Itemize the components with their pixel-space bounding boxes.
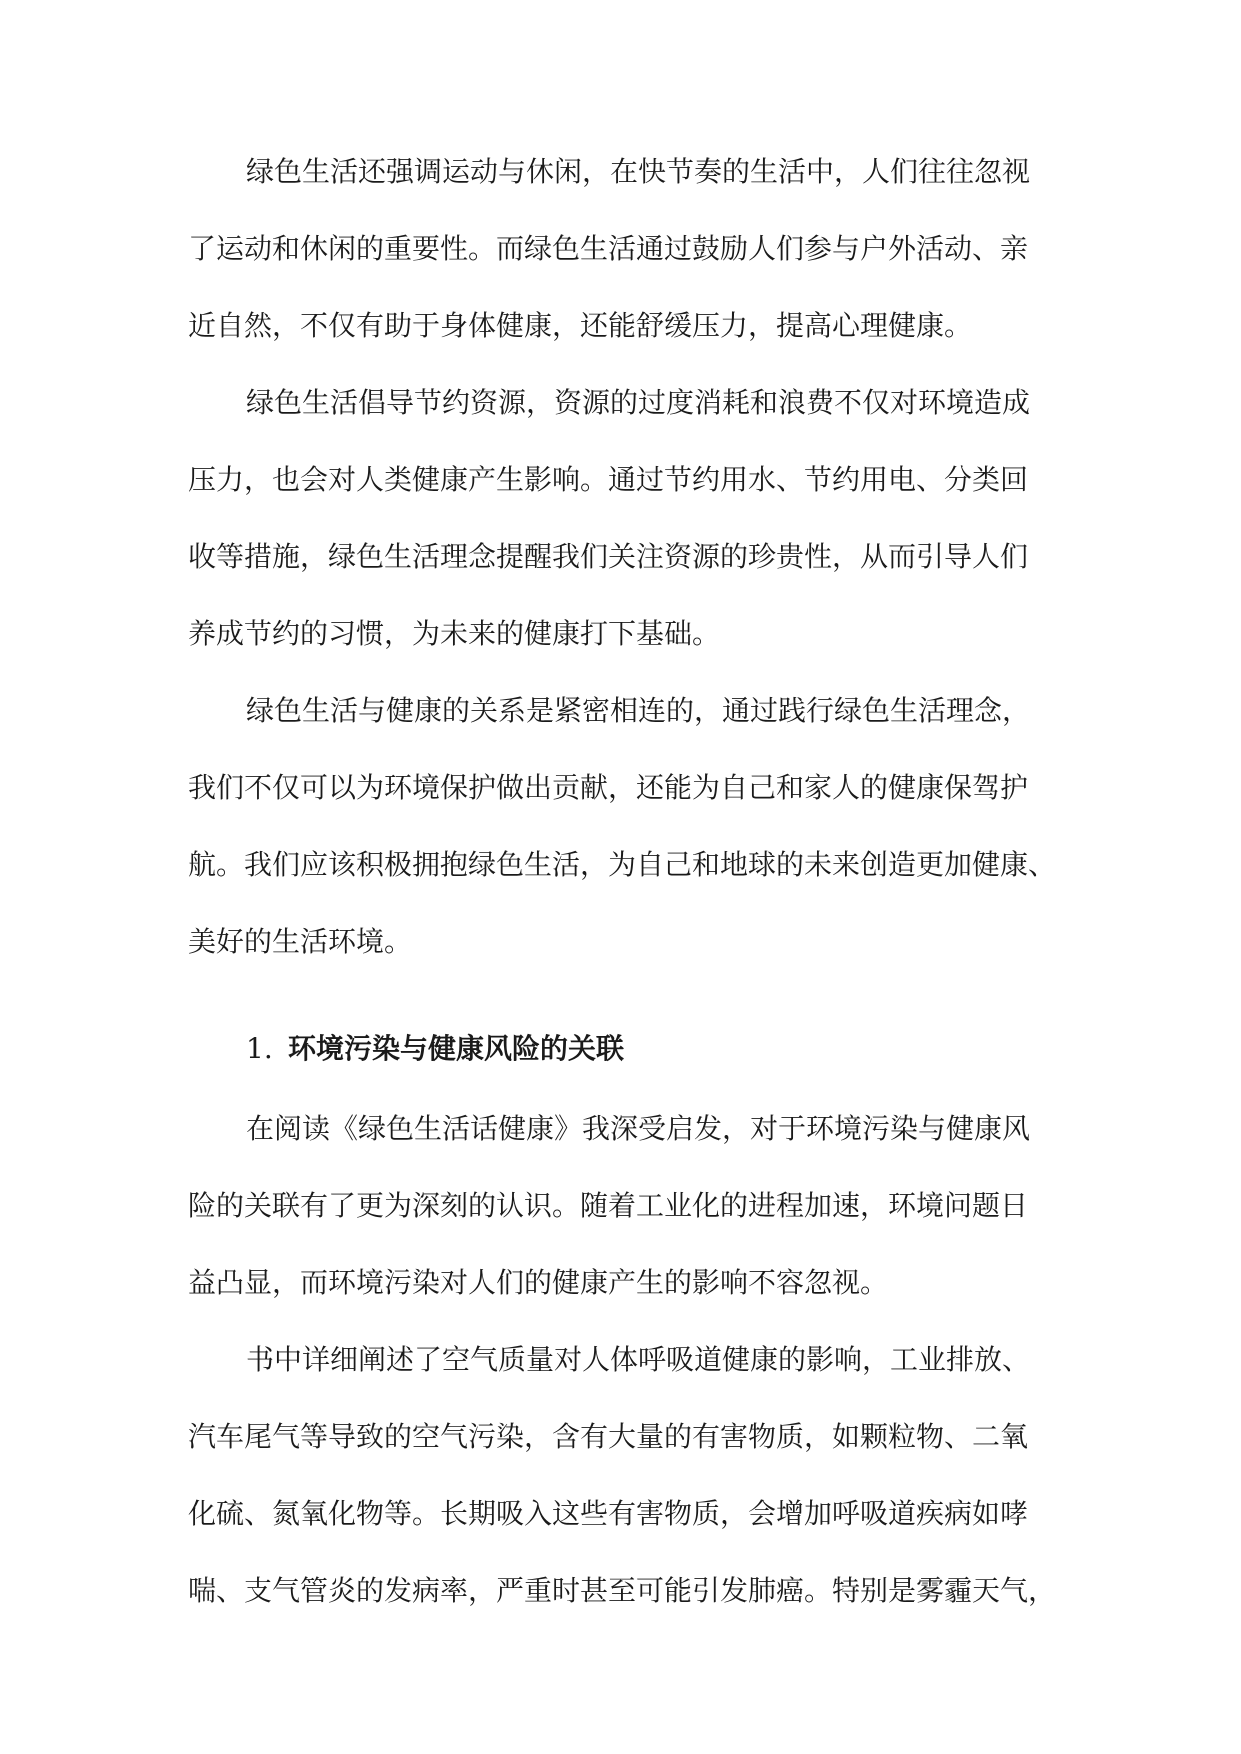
paragraph-line: 压力，也会对人类健康产生影响。通过节约用水、节约用电、分类回 [188, 463, 1029, 496]
paragraph-line: 了运动和休闲的重要性。而绿色生活通过鼓励人们参与户外活动、亲 [188, 232, 1029, 265]
section-title: 环境污染与健康风险的关联 [288, 1032, 625, 1065]
paragraph-line: 养成节约的习惯，为未来的健康打下基础。 [188, 617, 721, 650]
paragraph-line: 美好的生活环境。 [188, 925, 413, 958]
paragraph-line: 书中详细阐述了空气质量对人体呼吸道健康的影响，工业排放、 [246, 1343, 1031, 1376]
section-number: 1. [246, 1032, 273, 1065]
paragraph-line: 我们不仅可以为环境保护做出贡献，还能为自己和家人的健康保驾护 [188, 771, 1029, 804]
paragraph-line: 绿色生活还强调运动与休闲，在快节奏的生活中，人们往往忽视 [246, 155, 1031, 188]
paragraph-line: 绿色生活与健康的关系是紧密相连的，通过践行绿色生活理念， [246, 694, 1031, 727]
paragraph-line: 喘、支气管炎的发病率，严重时甚至可能引发肺癌。特别是雾霾天气， [188, 1574, 1057, 1607]
paragraph-line: 收等措施，绿色生活理念提醒我们关注资源的珍贵性，从而引导人们 [188, 540, 1029, 573]
section-heading [246, 1029, 624, 1069]
paragraph-line: 汽车尾气等导致的空气污染，含有大量的有害物质，如颗粒物、二氧 [188, 1420, 1029, 1453]
paragraph-line: 险的关联有了更为深刻的认识。随着工业化的进程加速，环境问题日 [188, 1189, 1029, 1222]
paragraph-line: 绿色生活倡导节约资源，资源的过度消耗和浪费不仅对环境造成 [246, 386, 1031, 419]
paragraph-line: 航。我们应该积极拥抱绿色生活，为自己和地球的未来创造更加健康、 [188, 848, 1057, 881]
paragraph-line: 益凸显，而环境污染对人们的健康产生的影响不容忽视。 [188, 1266, 889, 1299]
paragraph-line: 在阅读《绿色生活话健康》我深受启发，对于环境污染与健康风 [246, 1112, 1031, 1145]
paragraph-line: 化硫、氮氧化物等。长期吸入这些有害物质，会增加呼吸道疾病如哮 [188, 1497, 1029, 1530]
paragraph-line: 近自然，不仅有助于身体健康，还能舒缓压力，提高心理健康。 [188, 309, 973, 342]
